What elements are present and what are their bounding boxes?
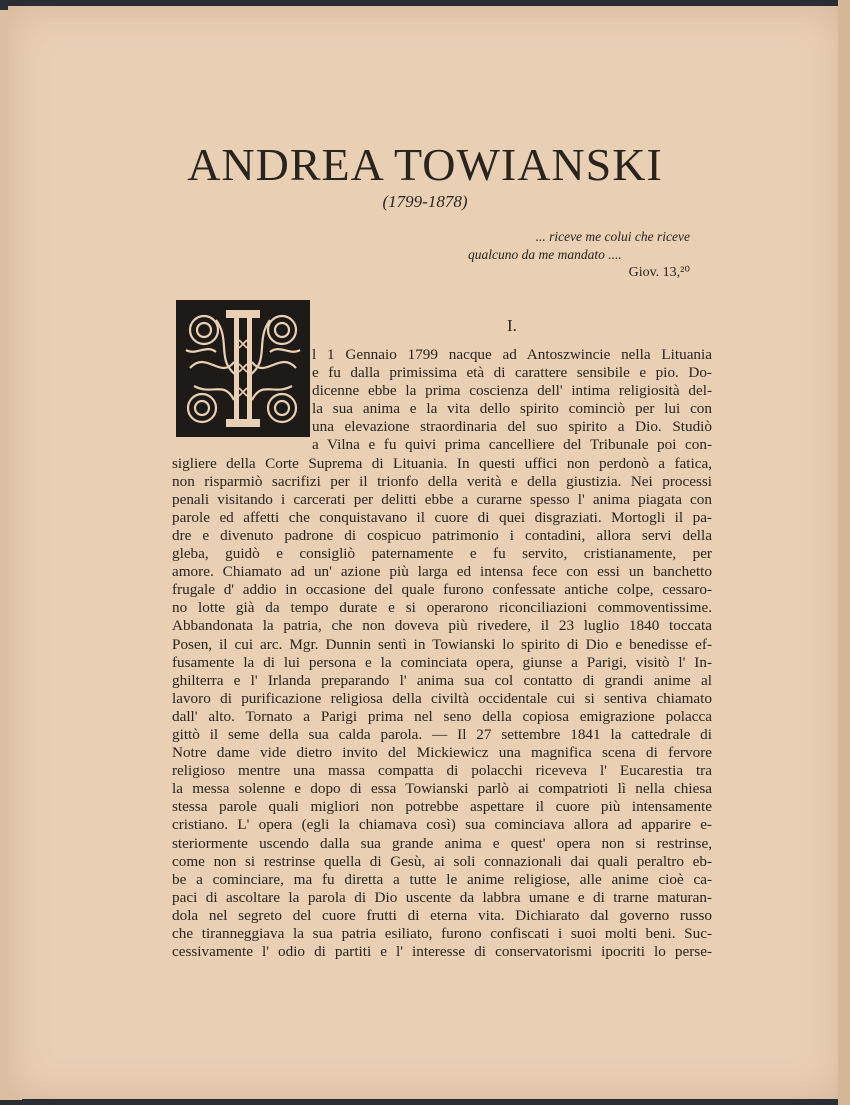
body-line: l 1 Gennaio 1799 nacque ad Antoszwincie nella Lituania [312,346,712,363]
body-line: non risparmiò sacrifizi per il trionfo della verità e della giustizia. Nei processi [172,472,712,490]
body-text [172,346,712,961]
body-line: la sua anima e la vita dello spirito cominciò per lui con [312,400,712,418]
epigraph-line-2: qualcuno da me mandato .... [468,247,622,262]
body-line: che tiranneggiava la sua patria esiliato, furono confiscati i suoi molti beni. Suc- [172,925,712,942]
body-line: gleba, guidò e consigliò paternamente e fu servito, cristianamente, per [172,545,712,563]
body-line: religioso mentre una massa compatta di polacchi riceveva l' Eucarestia tra [172,762,712,780]
body-line: parole ed affetti che conquistavano il cuore di quei disgraziati. Mortogli il pa- [172,508,712,526]
body-line: la messa solenne e dopo di essa Towianski parlò ai compatrioti lì nella chiesa [172,780,712,798]
body-line: stessa parole quali migliori non potrebbe aspettare il cuore più intensamente [172,798,712,816]
body-line: dicenne ebbe la prima coscienza dell' intima religiosità del- [312,382,712,400]
body-line: steriormente uscendo dalla sua grande anima e quest' opera non si restrinse, [172,834,712,852]
body-line: dall' alto. Tornato a Parigi prima nel seno della copiosa emigrazione polacca [172,707,712,725]
life-dates: (1799-1878) [382,192,468,211]
body-line: Abbandonata la patria, che non doveva più rivedere, il 23 luglio 1840 toccata [172,617,712,635]
body-line: amore. Chiamato ad un' azione più larga ed intensa fece con essi un banchetto [172,563,712,581]
body-line: frugale d' addio in occasione del quale furono confessate antiche colpe, cessaro- [172,581,712,599]
body-line: come non si restrinse quella di Gesù, ai soli connazionali dai quali peraltro eb- [172,852,712,870]
body-line: paci di ascoltare la parola di Dio uscente da labbra umane e di trarne maturan- [172,888,712,906]
body-line: e fu dalla primissima età di carattere sensibile e pio. Do- [312,364,712,382]
epigraph [468,228,690,282]
body-line: a Vilna e fu quivi prima cancelliere del Tribunale poi con- [312,436,712,454]
section-number: I. [507,316,517,335]
epigraph-reference: Giov. 13,²⁰ [628,265,690,280]
body-line: no lotte già da tempo durate e si operarono riconciliazioni commoventissime. [172,599,712,617]
body-line: be a cominciare, ma fu diretta a tutte le anime religiose, alle anime cioè ca- [172,870,712,888]
body-line: cristiano. L' opera (egli la chiamava così) sua cominciava allora ad apparire e- [172,816,712,834]
epigraph-line-1: ... riceve me colui che riceve [535,229,690,244]
body-line: Notre dame vide dietro invito del Mickiewicz una magnifica scena di fervore [172,744,712,762]
body-line: sigliere della Corte Suprema di Lituania. In questi uffici non perdonò a fatica, [172,454,712,472]
body-line: cessivamente l' odio di partiti e l' interesse di conservatorismi ipocriti lo perse- [172,943,712,961]
body-line: una elevazione straordinaria del suo spirito a Dio. Studiò [312,418,712,436]
body-line: ghilterra e l' Irlanda preparando l' anima sua col contatto di grandi anime al [172,671,712,689]
page-title: ANDREA TOWIANSKI [187,139,663,190]
body-line: fusamente la di lui persona e la cominciata opera, giunse a Parigi, visitò l' In- [172,653,712,671]
body-line: penali visitando i carcerati per delitti ebbe a curarne spesso l' anima piagata con [172,490,712,508]
body-line: dre e divenuto padrone di cospicuo patrimonio i contadini, allora servi della [172,526,712,544]
body-line: Posen, il cui arc. Mgr. Dunnin sentì in Towianski lo spirito di Dio e benedisse ef- [172,635,712,653]
body-line: lavoro di purificazione religiosa della civiltà occidentale cui si sentiva chiamato [172,689,712,707]
body-line: gittò il seme della sua calda parola. — Il 27 settembre 1841 la cattedrale di [172,725,712,743]
body-line: dola nel segreto del cuore frutti di eterna vita. Dichiarato dal governo russo [172,906,712,924]
